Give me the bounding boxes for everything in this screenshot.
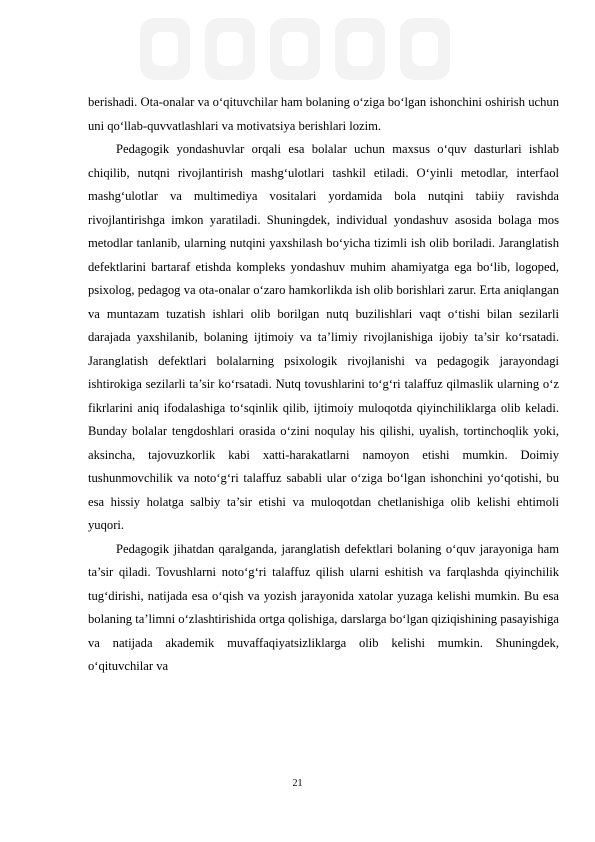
paragraph-3: Pedagogik jihatdan qaralganda, jaranglatish defektlari bolaning o‘quv jarayoniga ham ta’sir qiladi. Tovushlarni noto‘g‘ri talaffuz qilish ularni eshitish va farqlashda qiyinchilik tug‘dirishi, natijada esa o‘qish va yozish jarayonida xatolar yuzaga kelishi mumkin. Bu esa bolaning ta’limni o‘zlashtirishida ortga qolishiga, darslarga bo‘lgan qiziqishining pasayishiga va natijada akademik muvaffaqiyatsizliklarga olib kelishi mumkin. Shuningdek, o‘qituvchilar va [88, 541, 559, 673]
page-body [88, 91, 559, 679]
paragraph-2: Pedagogik yondashuvlar orqali esa bolalar uchun maxsus o‘quv dasturlari ishlab chiqilib, nutqni rivojlantirish mashg‘ulotlari tashkil etiladi. O‘yinli metodlar, interfaol mashg‘ulotlar va multimediya vositalari yordamida bola nutqini tabiiy ravishda rivojlantirishga imkon yaratiladi. Shuningdek, individual yondashuv asosida bolaga mos metodlar tanlanib, ularning nutqini yaxshilash bo‘yicha tizimli ish olib boriladi. Jaranglatish defektlarini bartaraf etishda kompleks yondashuv muhim ahamiyatga ega bo‘lib, logoped, psixolog, pedagog va ota-onalar o‘zaro hamkorlikda ish olib borishlari zarur. Erta aniqlangan va muntazam tuzatish ishlari olib borilgan nutq buzilishlari vaqt o‘tishi bilan sezilarli darajada yaxshilanib, bolaning ijtimoiy va ta’limiy rivojlanishiga ijobiy ta’sir ko‘rsatadi. Jaranglatish defektlari bolalarning psixologik rivojlanishi va pedagogik jarayondagi ishtirokiga sezilarli ta’sir ko‘rsatadi. Nutq tovushlarini to‘g‘ri talaffuz qilmaslik ularning o‘z fikrlarini aniq ifodalashiga to‘sqinlik qilib, ijtimoiy muloqotda qiyinchiliklarga olib keladi. Bunday bolalar tengdoshlari orasida o‘zini noqulay his qilishi, uyalish, tortinchoqlik yoki, aksincha, tajovuzkorlik kabi xatti-harakatlarni namoyon etishi mumkin. Doimiy tushunmovchilik va noto‘g‘ri talaffuz sababli ular o‘ziga bo‘lgan ishonchini yo‘qotishi, bu esa hissiy holatga salbiy ta’sir etishi va muloqotdan chetlanishiga olib kelishi ehtimoli yuqori. [88, 142, 559, 532]
page-number: 21 [292, 778, 303, 789]
paragraph-1: berishadi. Ota-onalar va o‘qituvchilar ham bolaning o‘ziga bo‘lgan ishonchini oshirish uchun uni qo‘llab-quvvatlashlari va motivatsiya berishlari lozim. [88, 95, 559, 133]
